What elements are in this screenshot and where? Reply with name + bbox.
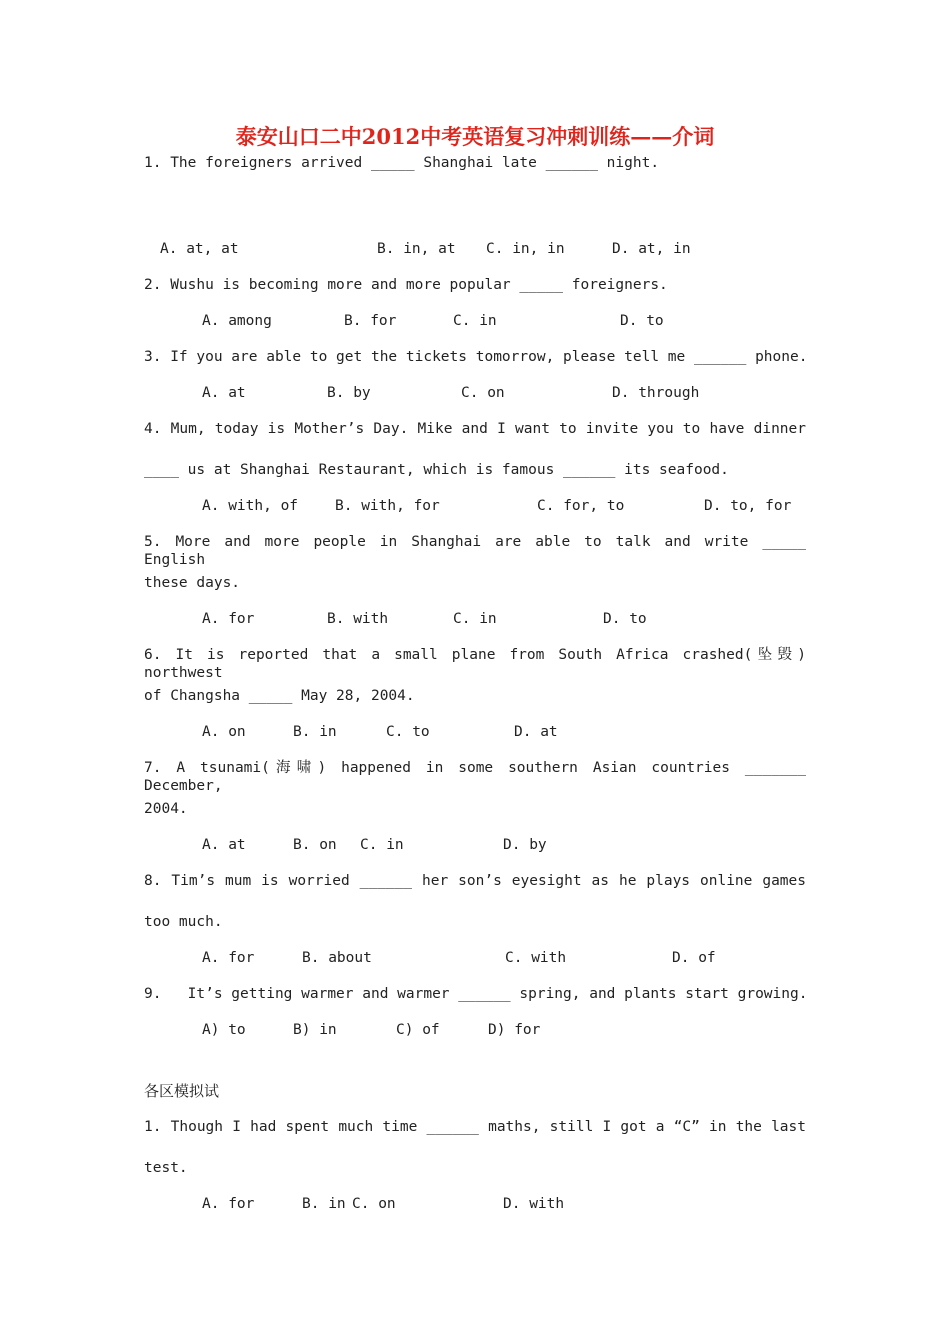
question-7-text-line-1: 7. A tsunami(海啸) happened in some southern Asian countries _______ December, [144,760,806,794]
question-7-text-line-2: 2004. [144,801,188,817]
question-3-text: 3. If you are able to get the tickets tomorrow, please tell me ______ phone. [144,349,808,365]
question-9-text: 9. It’s getting warmer and warmer ______ spring, and plants start growing. [144,986,808,1002]
question-3-option-c: C. on [461,385,505,401]
question-3-option-a: A. at [202,385,246,401]
question-9-option-b: B) in [293,1022,337,1038]
question-4-text-line-2: ____ us at Shanghai Restaurant, which is famous ______ its seafood. [144,462,729,478]
question-8-text-line-2: too much. [144,914,223,930]
question-4-option-a: A. with, of [202,498,299,514]
question-2-option-b: B. for [344,313,397,329]
question-1-option-d: D. at, in [612,241,691,257]
question-5-option-b: B. with [327,611,389,627]
question-5-option-c: C. in [453,611,497,627]
question-4-option-c: C. for, to [537,498,625,514]
question-1-option-c: C. in, in [486,241,565,257]
question-8-option-d: D. of [672,950,716,966]
question-1-option-b: B. in, at [377,241,456,257]
question-6-option-a: A. on [202,724,246,740]
section-title: 各区模拟试 [144,1082,220,1100]
question-6-option-c: C. to [386,724,430,740]
question-9-option-c: C) of [396,1022,440,1038]
question-9-option-d: D) for [488,1022,541,1038]
question-2-option-a: A. among [202,313,272,329]
question-6-text-line-2: of Changsha _____ May 28, 2004. [144,688,415,704]
question-2-option-c: C. in [453,313,497,329]
question-6-option-b: B. in [293,724,337,740]
question-8-option-a: A. for [202,950,255,966]
question-7-option-c: C. in [360,837,404,853]
question-4-option-d: D. to, for [704,498,792,514]
question-1-option-a: A. at, at [160,241,239,257]
section-question-1-text-line-2: test. [144,1160,188,1176]
question-4-text-line-1: 4. Mum, today is Mother’s Day. Mike and I want to invite you to have dinner [144,421,806,437]
question-2-text: 2. Wushu is becoming more and more popular _____ foreigners. [144,277,668,293]
question-3-option-b: B. by [327,385,371,401]
question-5-text-line-1: 5. More and more people in Shanghai are able to talk and write _____ English [144,534,806,568]
question-8-option-c: C. with [505,950,567,966]
question-7-option-a: A. at [202,837,246,853]
question-5-option-a: A. for [202,611,255,627]
question-2-option-d: D. to [620,313,664,329]
question-9-option-a: A) to [202,1022,246,1038]
section-question-1-text-line-1: 1. Though I had spent much time ______ maths, still I got a “C” in the last [144,1119,806,1135]
section-question-1-option-c: C. on [352,1196,396,1212]
question-3-option-d: D. through [612,385,700,401]
question-6-text-line-1: 6. It is reported that a small plane from South Africa crashed(坠毁) northwest [144,647,806,681]
question-7-option-b: B. on [293,837,337,853]
question-4-option-b: B. with, for [335,498,440,514]
question-7-option-d: D. by [503,837,547,853]
question-5-option-d: D. to [603,611,647,627]
question-5-text-line-2: these days. [144,575,241,591]
question-6-option-d: D. at [514,724,558,740]
question-1-text: 1. The foreigners arrived _____ Shanghai late ______ night. [144,155,660,171]
question-8-option-b: B. about [302,950,372,966]
section-question-1-option-a: A. for [202,1196,255,1212]
section-question-1-option-d: D. with [503,1196,565,1212]
question-8-text-line-1: 8. Tim’s mum is worried ______ her son’s eyesight as he plays online games [144,873,806,889]
section-question-1-option-b: B. in [302,1196,346,1212]
page-title: 泰安山口二中2012中考英语复习冲刺训练——介词 [235,124,715,149]
